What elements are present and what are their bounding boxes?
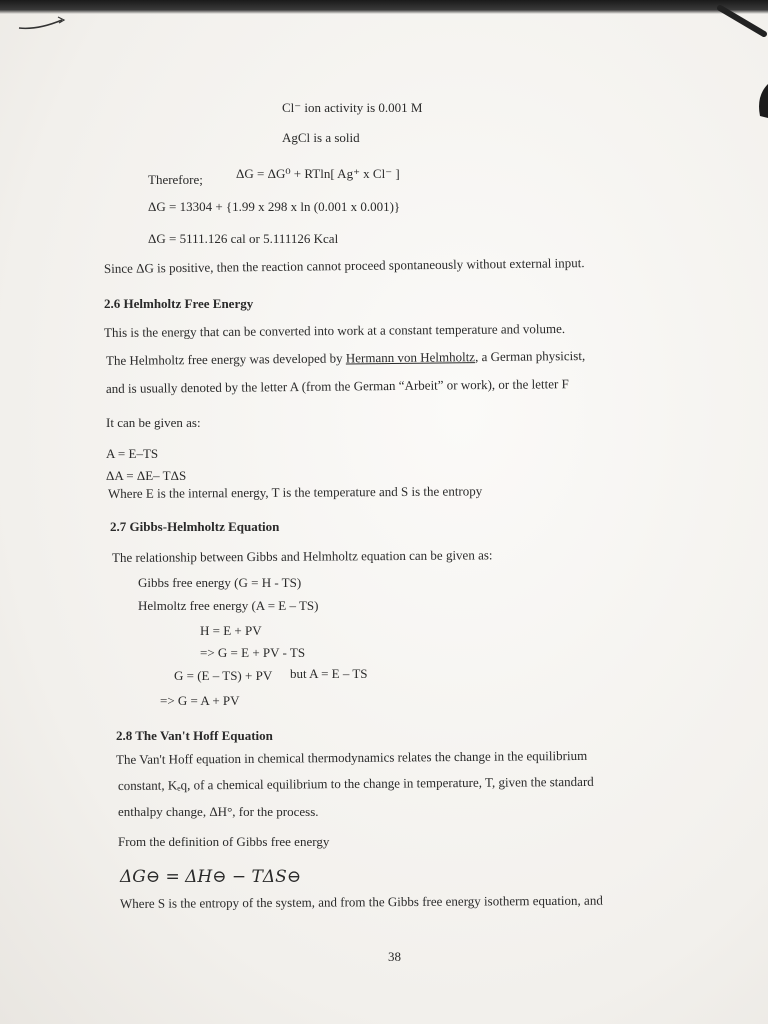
helmholtz-free-energy-line: Helmoltz free energy (A = E – TS) [138, 598, 319, 613]
helmholtz-equation-1: A = E–TS [106, 446, 159, 461]
gibbs-free-energy-line: Gibbs free energy (G = H - TS) [138, 575, 302, 590]
entropy-line: Where S is the entropy of the system, and from the Gibbs free energy isotherm equation, and [119, 892, 603, 911]
calculation-line: ΔG = 13304 + {1.99 x 298 x ln (0.001 x 0.001)} [148, 199, 401, 214]
vant-hoff-paragraph-1: The Van't Hoff equation in chemical thermodynamics relates the change in the equilibrium [115, 747, 588, 767]
regroup-line: G = (E – TS) + PV [174, 668, 273, 683]
page-edge-marks [708, 0, 768, 140]
chloride-activity-line: Cl⁻ ion activity is 0.001 M [282, 100, 423, 115]
section-heading-2-6: 2.6 Helmholtz Free Energy [104, 296, 254, 311]
helmholtz-history-text: The Helmholtz free energy was developed by [105, 350, 346, 368]
pen-stroke-mark [18, 14, 68, 34]
symbol-definitions: Where E is the internal energy, T is the temperature and S is the entropy [107, 483, 483, 501]
gibbs-math-equation: ΔG⊖ = ΔH⊖ − TΔS⊖ [120, 867, 302, 887]
helmholtz-person-link[interactable]: Hermann von Helmholtz [345, 349, 476, 366]
therefore-label: Therefore; [148, 172, 203, 187]
enthalpy-relation: H = E + PV [200, 623, 262, 638]
but-line: but A = E – TS [290, 666, 368, 681]
page-number: 38 [388, 949, 401, 964]
section-heading-2-8: 2.8 The Van't Hoff Equation [116, 728, 273, 743]
result-line: ΔG = 5111.126 cal or 5.111126 Kcal [148, 231, 339, 246]
substitution-line: => G = E + PV - TS [200, 645, 306, 660]
given-as-line: It can be given as: [106, 415, 201, 430]
vant-hoff-paragraph-2: constant, Kₑq, of a chemical equilibrium to the change in temperature, T, given the standard [117, 773, 594, 793]
helmholtz-denotation: and is usually denoted by the letter A (from the German “Arbeit” or work), or the letter F [105, 376, 569, 396]
helmholtz-definition: This is the energy that can be converted into work at a constant temperature and volume. [103, 320, 566, 340]
gibbs-equation-line: ΔG = ΔG⁰ + RTln[ Ag⁺ x Cl⁻ ] [236, 166, 400, 181]
top-shadow-band [0, 0, 768, 14]
relationship-line: The relationship between Gibbs and Helmholtz equation can be given as: [111, 547, 493, 565]
conclusion-line: Since ΔG is positive, then the reaction cannot proceed spontaneously without external input. [103, 255, 585, 276]
agcl-solid-line: AgCl is a solid [282, 130, 360, 145]
gibbs-definition-line: From the definition of Gibbs free energy [118, 834, 330, 849]
helmholtz-equation-2: ΔA = ΔE– TΔS [106, 468, 187, 483]
vant-hoff-paragraph-3: enthalpy change, ΔH°, for the process. [118, 804, 319, 819]
section-heading-2-7: 2.7 Gibbs-Helmholtz Equation [110, 519, 280, 534]
final-relation: => G = A + PV [160, 693, 240, 708]
helmholtz-history-text-2: , a German physicist, [474, 347, 586, 365]
